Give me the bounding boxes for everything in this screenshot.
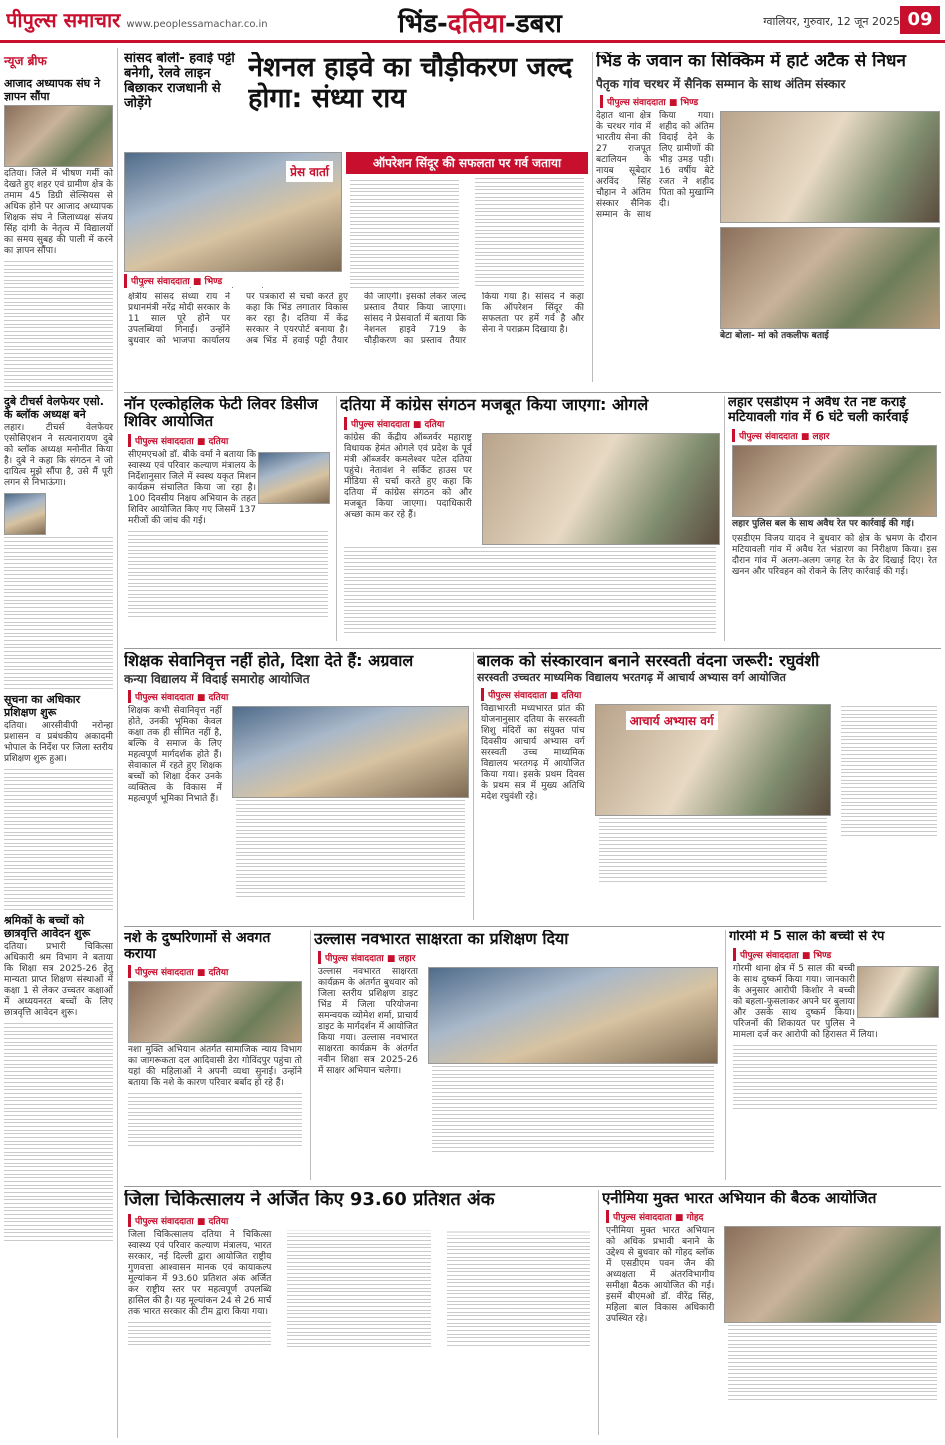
brief-headline: आजाद अध्यापक संघ ने ज्ञापन सौंपा [4, 77, 101, 103]
photo-caption: प्रेस वार्ता [286, 161, 333, 182]
story-headline: नशे के दुष्परिणामों से अवगत कराया [124, 930, 271, 963]
website-url: www.peoplessamachar.co.in [126, 19, 268, 30]
news-brief-column [0, 48, 118, 1438]
side-headline-box [124, 52, 244, 152]
family-photo [720, 227, 940, 329]
dateline: ग्वालियर, गुरुवार, 12 जून 2025 [763, 15, 900, 28]
congress-meeting-photo [482, 433, 720, 545]
newspaper-brand: पीपुल्स समाचार www.peoplessamachar.co.in [6, 8, 268, 32]
sikkim-story: भिंड के जवान का सिक्किम में हार्ट अटैक से निधन पैतृक गांव चरथर में सैनिक सम्मान के साथ अंतिम संस्कार पीपुल्स संवाददाता ■ भिण्ड देहात थाना क्षेत्र के चरथर गांव में भारतीय सेना की 27 राजपूत बटालियन के नायब सूबेदार अरविंद सिंह चौहान ने अंतिम संस्कार सैनिक सम्मान के साथ किया गया। शहीद को अंतिम विदाई देने के लिए ग्रामीणों की भीड़ उमड़ पड़ी। 16 वर्षीय बेटे रजत ने शहीद पिता को मुखाग्नि दी। बेटा बोला- मां को तकलीफ बताई [596, 52, 941, 382]
section-label: न्यूज ब्रीफ [4, 54, 47, 68]
funeral-photo [720, 111, 940, 223]
lead-byline: पीपुल्स संवाददाता ■ भिण्ड [124, 274, 342, 288]
brief-text: दतिया। जिले में भीषण गर्मी को देखते हुए शहर एवं ग्रामीण क्षेत्र के तमाम 45 डिग्री सेल्सियस से अधिक होने पर आजाद अध्यापक शिक्षक संघ ने जिलाध्यक्ष संजय सिंह दांगी के नेतृत्व में विद्यालयों का समय सुबह की पाली में करने का ज्ञापन सौंपा। [4, 169, 113, 256]
brief-text: दतिया। प्रभारी चिकित्सा अधिकारी श्रम विभाग ने बताया कि शिक्षा सत्र 2025-26 हेतु मान्यता प्राप्त शिक्षण संस्थाओं में कक्षा 1 से लेकर उच्चतर कक्षाओं में अध्ययनरत बच्चों के लिए छात्रवृत्ति आवेदन शुरू। [4, 942, 113, 1018]
story-subheadline: पैतृक गांव चरथर में सैनिक सम्मान के साथ अंतिम संस्कार [596, 76, 846, 91]
email [131, 287, 269, 288]
brief-headline: सूचना का अधिकार प्रशिक्षण शुरू [4, 693, 81, 719]
story-headline: एनीमिया मुक्त भारत अभियान की बैठक आयोजित [602, 1190, 877, 1207]
story-byline: पीपुल्स संवाददाता ■ लहार [318, 951, 717, 964]
story-headline: दतिया में कांग्रेस संगठन मजबूत किया जाएगा: ओगले [340, 396, 649, 414]
officer-photo [258, 452, 330, 504]
story-headline: गोरमी में 5 साल की बच्ची से रेप [729, 930, 885, 944]
story-byline: पीपुल्स संवाददाता ■ दतिया [128, 690, 465, 703]
liver-camp-story: नॉन एल्कोहलिक फेटी लिवर डिसीज शिविर आयोजित पीपुल्स संवाददाता ■ दतिया सीएमएचओ डॉ. बीके वर्मा ने बताया कि स्वास्थ्य एवं परिवार कल्याण मंत्रालय के निर्देशानुसार जिले में स्वस्थ यकृत मिशन कार्यक्रम संचालित किया जा रहा है। 100 दिवसीय निक्षय अभियान के तहत शिविर आयोजित किए गए जिसमें 137 मरीजों की जांच की गई। [124, 396, 332, 641]
story-byline: पीपुल्स संवाददाता ■ गोहद [606, 1210, 937, 1223]
teacher-farewell-story: शिक्षक सेवानिवृत्त नहीं होते, दिशा देते हैं: अग्रवाल कन्या विद्यालय में विदाई समारोह आयोजित पीपुल्स संवाददाता ■ दतिया शिक्षक कभी सेवानिवृत्त नहीं होते, उनकी भूमिका केवल कक्षा तक ही सीमित नहीं है, बल्कि वे समाज के लिए महत्वपूर्ण मार्गदर्शक होते हैं। सेवाकाल में रहते हुए शिक्षक बच्चों को शिक्षा देकर उनके व्यक्तित्व के विकास में महत्वपूर्ण भूमिका निभाते हैं। [124, 652, 469, 920]
brief-text: लहार। टीचर्स वेलफेयर एसोसिएशन ने सत्यनारायण दुबे को ब्लॉक अध्यक्ष मनोनीत किया है। दुबे ने कहा कि संगठन ने जो दायित्व मुझे सौंपा है, उसे मैं पूरी लगन से निभाऊंगा। [4, 423, 113, 488]
side-headline: सांसद बोलीं- हवाई पट्टी बनेगी, रेलवे लाइन बिछाकर राजधानी से जोड़ेंगे [124, 52, 235, 111]
story-headline: भिंड के जवान का सिक्किम में हार्ट अटैक से निधन [596, 52, 906, 71]
story-byline: पीपुल्स संवाददाता ■ दतिया [344, 417, 716, 430]
story-byline: पीपुल्स संवाददाता ■ दतिया [128, 965, 302, 978]
awareness-photo [128, 981, 302, 1043]
literacy-training-story: उल्लास नवभारत साक्षरता का प्रशिक्षण दिया पीपुल्स संवाददाता ■ लहार उल्लास नवभारत साक्षरता कार्यक्रम के अंतर्गत बुधवार को जिला स्तरीय प्रशिक्षण डाइट भिंड में जिला परियोजना समन्वयक व्योमेश शर्मा, प्राचार्य डाइट के मार्गदर्शन में आयोजित किया गया। उल्लास नवभारत साक्षरता कार्यक्रम के अंतर्गत नवीन शिक्षा सत्र 2025-26 में साक्षर अभियान चलेगा। [314, 930, 721, 1180]
anemia-meeting-story: एनीमिया मुक्त भारत अभियान की बैठक आयोजित पीपुल्स संवाददाता ■ गोहद एनीमिया मुक्त भारत अभियान को अधिक प्रभावी बनाने के उद्देश्य से बुधवार को गोहद ब्लॉक में एसडीएम पवन जैन की अध्यक्षता में अंतरविभागीय समीक्षा बैठक आयोजित की गई। इसमें बीएमओ डॉ. वीरेंद्र सिंह, महिला बाल विकास अधिकारी उपस्थित रहे। [602, 1190, 941, 1435]
story-headline: शिक्षक सेवानिवृत्त नहीं होते, दिशा देते हैं: अग्रवाल [124, 652, 414, 670]
story-subheadline: सरस्वती उच्चतर माध्यमिक विद्यालय भरतगढ़ में आचार्य अभ्यास वर्ग आयोजित [477, 671, 786, 685]
school-camp-photo [595, 704, 832, 816]
lead-body: क्षेत्रीय सांसद संध्या राय ने प्रधानमंत्री नरेंद्र मोदी सरकार के 11 साल पूरे होने पर उपलब्धियां गिनाईं। उन्होंने बुधवार को भाजपा कार्यालय पर पत्रकारों से चर्चा करते हुए कहा कि भिंड लगातार विकास कर रहा है। दतिया में केंद्र सरकार ने एयरपोर्ट बनाया है। अब भिंड में हवाई पट्टी तैयार की जाएगी। इसको लेकर जल्द प्रस्ताव तैयार किया जाएगा। सांसद ने प्रेसवार्ता में बताया कि नेशनल हाइवे 719 के चौड़ीकरण का प्रस्ताव तैयार किया गया है। सांसद ने कहा कि ऑपरेशन सिंदूर की सफलता पर हमें गर्व है और सेना ने पराक्रम दिखाया है। [128, 292, 584, 346]
hospital-story: जिला चिकित्सालय ने अर्जित किए 93.60 प्रतिशत अंक पीपुल्स संवाददाता ■ दतिया जिला चिकित्सालय दतिया ने चिकित्सा स्वास्थ्य एवं परिवार कल्याण मंत्रालय, भारत सरकार, नई दिल्ली द्वारा आयोजित राष्ट्रीय गुणवत्ता आश्वासन मानक एवं कायाकल्प मूल्यांकन में 93.60 प्रतिशत अंक अर्जित कर राष्ट्रीय स्तर पर महत्वपूर्ण उपलब्धि हासिल की है। यह मूल्यांकन 24 से 26 मार्च तक भारत सरकार की टीम द्वारा किया गया। [124, 1190, 594, 1435]
congress-story: दतिया में कांग्रेस संगठन मजबूत किया जाएगा: ओगले पीपुल्स संवाददाता ■ दतिया कांग्रेस की केंद्रीय ऑब्जर्वर महाराष्ट्र विधायक हेमंत ओगले एवं प्रदेश के पूर्व मंत्री ऑब्जर्वर कमलेश्वर पटेल दतिया पहुंचे। नेतावंश ने सर्किट हाउस पर मीडिया से चर्चा करते हुए कहा कि दतिया में कांग्रेस संगठन को और मजबूत किया जाएगा। पदाधिकारी अच्छा काम कर रहे हैं। [340, 396, 720, 641]
portrait-photo [4, 493, 46, 535]
press-conference-photo [124, 152, 342, 272]
page-number: 09 [900, 6, 940, 34]
story-subheadline: कन्या विद्यालय में विदाई समारोह आयोजित [124, 672, 310, 687]
photo-caption: बेटा बोला- मां को तकलीफ बताई [720, 330, 829, 341]
sand-action-photo [732, 445, 937, 517]
brief-photo [4, 105, 113, 167]
story-byline: पीपुल्स संवाददाता ■ दतिया [128, 1214, 590, 1227]
masthead-rule [0, 40, 945, 43]
photo-caption: लहार पुलिस बल के साथ अवैध रेत पर कार्रवाई की गई। [732, 518, 915, 529]
drug-awareness-story: नशे के दुष्परिणामों से अवगत कराया पीपुल्स संवाददाता ■ दतिया नशा मुक्ति अभियान अंतर्गत सामाजिक न्याय विभाग का जागरूकता दल आदिवासी डेरा गोविंदपुर पहुंचा तो यहां की महिलाओं ने अपनी व्यथा सुनाई। उन्होंने बताया कि नशे के कारण परिवार बर्बाद हो रहे हैं। [124, 930, 306, 1180]
farewell-photo [232, 706, 469, 798]
brief-headline: श्रमिकों के बच्चों को छात्रवृत्ति आवेदन शुरू [4, 914, 91, 940]
crime-story: गोरमी में 5 साल की बच्ची से रेप पीपुल्स संवाददाता ■ भिण्ड गोरमी थाना क्षेत्र में 5 साल की बच्ची के साथ दुष्कर्म किया गया। जानकारी के अनुसार आरोपी किशोर ने बच्ची को बहला-फुसलाकर अपने घर बुलाया और उसके साथ दुष्कर्म किया। परिजनों की शिकायत पर पुलिस ने मामला दर्ज कर आरोपी को हिरासत में लिया। [729, 930, 941, 1180]
edition-title: भिंड-दतिया-डबरा [398, 9, 562, 39]
lead-headline-box [248, 52, 588, 152]
story-byline: पीपुल्स संवाददाता ■ दतिया [481, 688, 937, 701]
school-camp-story: बालक को संस्कारवान बनाने सरस्वती वंदना जरूरी: रघुवंशी सरस्वती उच्चतर माध्यमिक विद्यालय भरतगढ़ में आचार्य अभ्यास वर्ग आयोजित पीपुल्स संवाददाता ■ दतिया विद्याभारती मध्यभारत प्रांत की योजनानुसार दतिया के सरस्वती शिशु मंदिरों का संयुक्त पांच दिवसीय आचार्य अभ्यास वर्ग सरस्वती उच्च माध्यमिक विद्यालय भरतगढ़ में आयोजित किया गया। इसके प्रथम दिवस के प्रथम सत्र में मुख्य अतिथि मदेश रघुवंशी रहे। आचार्य अभ्यास वर्ग [477, 652, 941, 920]
story-headline: नॉन एल्कोहलिक फेटी लिवर डिसीज शिविर आयोजित [124, 396, 319, 431]
story-byline: पीपुल्स संवाददाता ■ दतिया [128, 434, 328, 447]
story-headline: उल्लास नवभारत साक्षरता का प्रशिक्षण दिया [314, 930, 569, 948]
training-photo [428, 967, 718, 1064]
story-byline: पीपुल्स संवाददाता ■ भिण्ड [600, 95, 937, 108]
sand-action-story: लहार एसडीएम ने अवैध रेत नष्ट कराई मटियावली गांव में 6 घंटे चली कार्रवाई पीपुल्स संवाददाता ■ लहार लहार पुलिस बल के साथ अवैध रेत पर कार्रवाई की गई। एसडीएम विजय यादव ने बुधवार को क्षेत्र के भ्रमण के दौरान मटियावली गांव में अवैध रेत भंडारण का निरीक्षण किया। इस दौरान गांव में अलग-अलग जगह रेत के ढेर दिखाई दिए। रेत खनन और परिवहन को रोकने के लिए कार्रवाई की गई। [728, 396, 941, 641]
highlight-band: ऑपरेशन सिंदूर की सफलता पर गर्व जताया [346, 152, 588, 174]
meeting-photo [724, 1226, 941, 1323]
illustration-photo [857, 966, 939, 1018]
lead-body-right [346, 178, 588, 288]
story-byline: पीपुल्स संवाददाता ■ भिण्ड [733, 948, 937, 961]
camp-banner: आचार्य अभ्यास वर्ग [626, 711, 718, 730]
story-headline: लहार एसडीएम ने अवैध रेत नष्ट कराई मटियावली गांव में 6 घंटे चली कार्रवाई [728, 396, 909, 425]
story-headline: जिला चिकित्सालय ने अर्जित किए 93.60 प्रतिशत अंक [124, 1190, 495, 1210]
brief-headline: दुबे टीचर्स वेलफेयर एसो. के ब्लॉक अध्यक्ष बने [4, 395, 104, 421]
brief-text: दतिया। आरसीवीपी नरोन्हा प्रशासन व प्रबंधकीय अकादमी भोपाल के निर्देश पर जिला स्तरीय प्रशिक्षण शुरू हुआ। [4, 721, 113, 764]
story-headline: बालक को संस्कारवान बनाने सरस्वती वंदना जरूरी: रघुवंशी [477, 652, 820, 670]
lead-headline: नेशनल हाइवे का चौड़ीकरण जल्द होगा: संध्या राय [248, 52, 573, 115]
story-byline: पीपुल्स संवाददाता ■ लहार [732, 429, 937, 442]
